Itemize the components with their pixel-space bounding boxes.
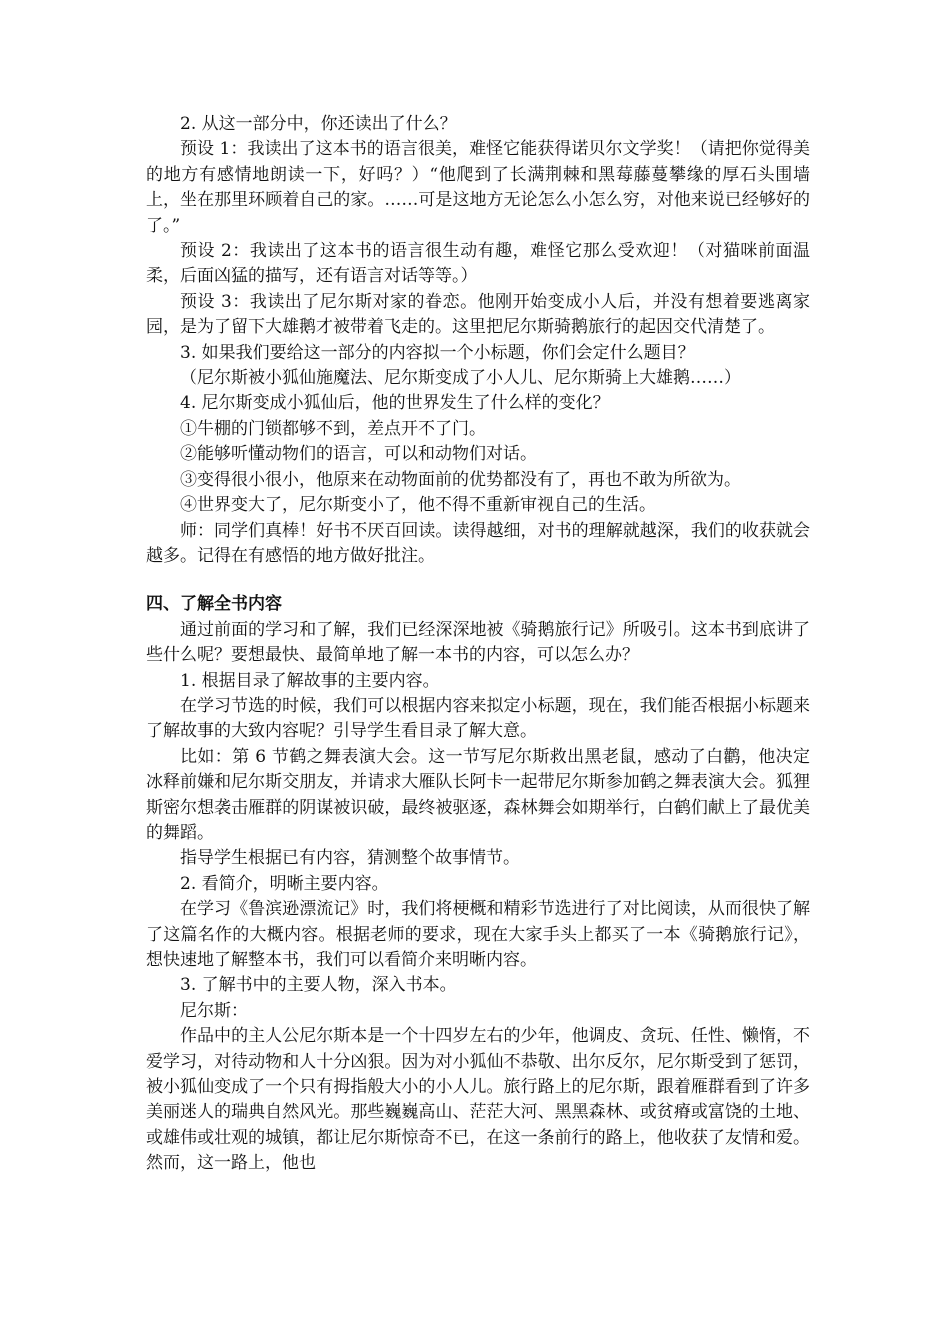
step-1-detail: 在学习节选的时候，我们可以根据内容来拟定小标题，现在，我们能否根据小标题来了解故事的大致内容呢？引导学生看目录了解大意。 (146, 695, 810, 742)
change-item-1: ①牛棚的门锁都够不到，差点开不了门。 (180, 418, 486, 439)
step-3: 3. 了解书中的主要人物，深入书本。 (180, 975, 457, 996)
step-2: 2. 看简介，明晰主要内容。 (180, 873, 389, 894)
question-4: 4. 尼尔斯变成小狐仙后，他的世界发生了什么样的变化？ (180, 393, 610, 414)
step-1-example: 比如：第 6 节鹤之舞表演大会。这一节写尼尔斯救出黑老鼠，感动了白鹳，他决定冰释前嫌和尼尔斯交朋友，并请求大雁队长阿卡一起带尼尔斯参加鹤之舞表演大会。狐狸斯密尔想袭击雁群的阴谋被识破，最终被驱逐，森林舞会如期举行，白鹤们献上了最优美的舞蹈。 (146, 746, 810, 843)
preset-2: 预设 2：我读出了这本书的语言很生动有趣，难怪它那么受欢迎！（对猫咪前面温柔，后面凶猛的描写，还有语言对话等等。） (146, 241, 810, 287)
preset-1: 预设 1：我读出了这本书的语言很美，难怪它能获得诺贝尔文学奖！（请把你觉得美的地方有感情地朗读一下，好吗？）“他爬到了长满荆棘和黑莓藤蔓攀缘的厚石头围墙上，坐在那里环顾着自己的家。……可是这地方无论怎么小怎么穷，对他来说已经够好的了。” (146, 139, 810, 236)
step-2-detail: 在学习《鲁滨逊漂流记》时，我们将梗概和精彩节选进行了对比阅读，从而很快了解了这篇名作的大概内容。根据老师的要求，现在大家手头上都买了一本《骑鹅旅行记》，想快速地了解整本书，我们可以看简介来明晰内容。 (146, 899, 810, 970)
character-name: 尼尔斯： (180, 1000, 248, 1021)
intro-paragraph: 通过前面的学习和了解，我们已经深深地被《骑鹅旅行记》所吸引。这本书到底讲了些什么呢？要想最快、最简单地了解一本书的内容，可以怎么办？ (146, 619, 810, 666)
preset-3: 预设 3：我读出了尼尔斯对家的眷恋。他刚开始变成小人后，并没有想着要逃离家园，是为了留下大雄鹅才被带着飞走的。这里把尼尔斯骑鹅旅行的起因交代清楚了。 (146, 291, 810, 338)
teacher-remark: 师：同学们真棒！好书不厌百回读。读得越细，对书的理解就越深，我们的收获就会越多。记得在有感悟的地方做好批注。 (146, 520, 810, 566)
section-heading: 四、了解全书内容 (146, 594, 282, 615)
question-2: 2. 从这一部分中，你还读出了什么？ (180, 114, 457, 134)
document-page (146, 112, 810, 1177)
answer-3: （尼尔斯被小狐仙施魔法、尼尔斯变成了小人儿、尼尔斯骑上大雄鹅……） (180, 368, 741, 389)
change-item-2: ②能够听懂动物们的语言，可以和动物们对话。 (180, 444, 537, 465)
character-description: 作品中的主人公尼尔斯本是一个十四岁左右的少年，他调皮、贪玩、任性、懒惰，不爱学习，对待动物和人十分凶狠。因为对小狐仙不恭敬、出尔反尔，尼尔斯受到了惩罚，被小狐仙变成了一个只有拇指般大小的小人儿。旅行路上的尼尔斯，跟着雁群看到了许多美丽迷人的瑞典自然风光。那些巍巍高山、茫茫大河、黑黑森林、或贫瘠或富饶的土地、或雄伟或壮观的城镇，都让尼尔斯惊奇不已，在这一条前行的路上，他收获了友情和爱。然而，这一路上，他也 (146, 1026, 810, 1174)
question-3: 3. 如果我们要给这一部分的内容拟一个小标题，你们会定什么题目？ (180, 342, 695, 363)
change-item-4: ④世界变大了，尼尔斯变小了，他不得不重新审视自己的生活。 (180, 495, 656, 516)
step-1-guide: 指导学生根据已有内容，猜测整个故事情节。 (180, 848, 520, 869)
step-1: 1. 根据目录了解故事的主要内容。 (180, 670, 440, 691)
change-item-3: ③变得很小很小，他原来在动物面前的优势都没有了，再也不敢为所欲为。 (180, 469, 741, 490)
